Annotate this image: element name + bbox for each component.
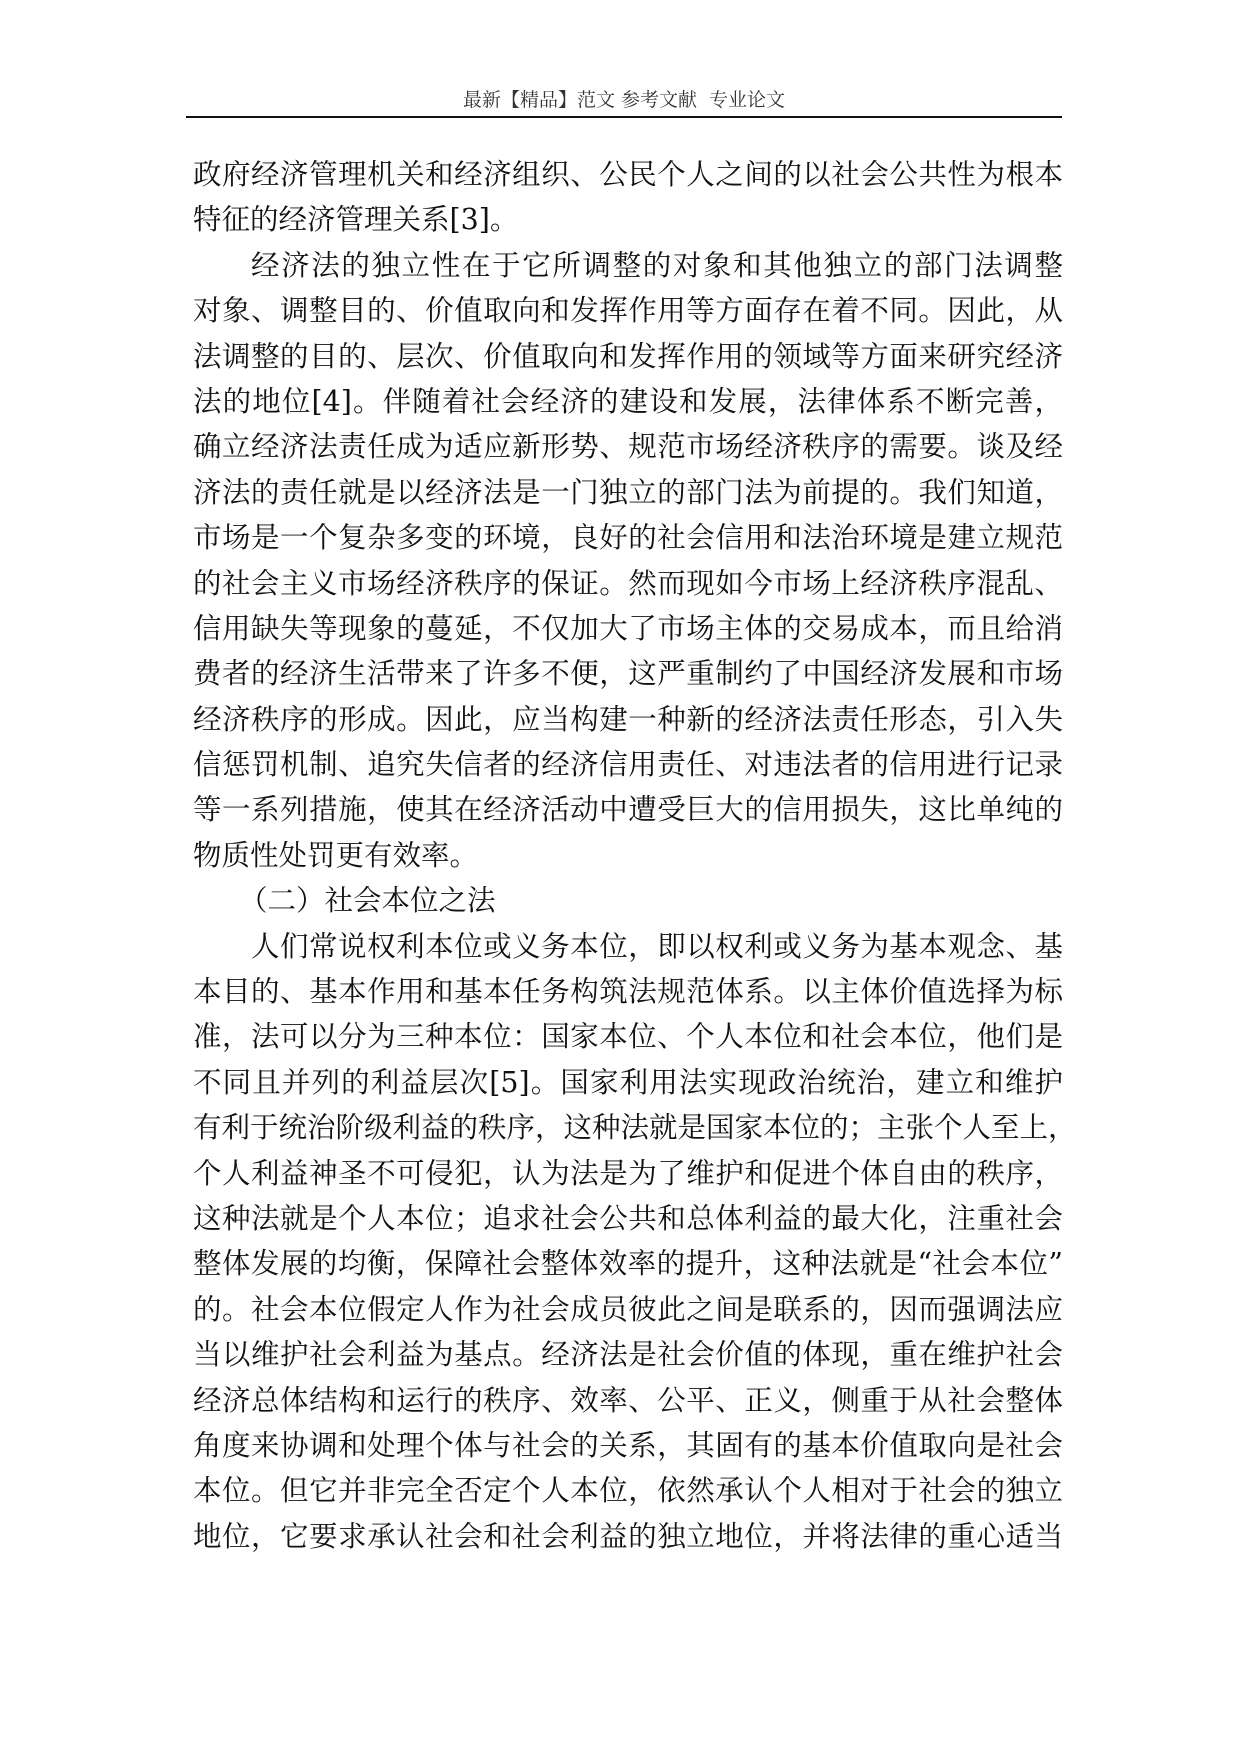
text-line: 经济总体结构和运行的秩序、效率、公平、正义，侧重于从社会整体 xyxy=(193,1383,1063,1417)
text-line: 地位，它要求承认社会和社会利益的独立地位，并将法律的重心适当 xyxy=(193,1519,1063,1553)
text-line: 这种法就是个人本位；追求社会公共和总体利益的最大化，注重社会 xyxy=(193,1201,1063,1235)
text-line: 对象、调整目的、价值取向和发挥作用等方面存在着不同。因此，从 xyxy=(193,294,1063,328)
text-line: 确立经济法责任成为适应新形势、规范市场经济秩序的需要。谈及经 xyxy=(193,430,1063,464)
text-line: 本位。但它并非完全否定个人本位，依然承认个人相对于社会的独立 xyxy=(193,1474,1063,1508)
text-line: 的。社会本位假定人作为社会成员彼此之间是联系的，因而强调法应 xyxy=(193,1292,1063,1326)
text-line: 费者的经济生活带来了许多不便，这严重制约了中国经济发展和市场 xyxy=(193,657,1063,691)
text-line: 政府经济管理机关和经济组织、公民个人之间的以社会公共性为根本 xyxy=(193,158,1063,191)
text-line: 不同且并列的利益层次[5]。国家利用法实现政治统治，建立和维护 xyxy=(193,1065,1063,1099)
text-line: 个人利益神圣不可侵犯，认为法是为了维护和促进个体自由的秩序， xyxy=(193,1156,1063,1190)
document-body xyxy=(193,152,1077,1559)
text-line: 法的地位[4]。伴随着社会经济的建设和发展，法律体系不断完善， xyxy=(193,384,1063,418)
text-line: 整体发展的均衡，保障社会整体效率的提升，这种法就是“社会本位” xyxy=(193,1247,1063,1281)
text-line: 物质性处罚更有效率。 xyxy=(193,838,479,872)
text-line: 有利于统治阶级利益的秩序，这种法就是国家本位的；主张个人至上， xyxy=(193,1111,1077,1145)
header-rule xyxy=(186,116,1062,118)
text-line: 本目的、基本作用和基本任务构筑法规范体系。以主体价值选择为标 xyxy=(193,975,1063,1009)
section-heading: （二）社会本位之法 xyxy=(239,884,496,918)
text-line: 信惩罚机制、追究失信者的经济信用责任、对违法者的信用进行记录 xyxy=(193,748,1063,782)
paragraph-start-line: 人们常说权利本位或义务本位，即以权利或义务为基本观念、基 xyxy=(251,929,1063,963)
text-line: 特征的经济管理关系[3]。 xyxy=(193,203,519,237)
text-line: 信用缺失等现象的蔓延，不仅加大了市场主体的交易成本，而且给消 xyxy=(193,611,1063,645)
text-line: 当以维护社会利益为基点。经济法是社会价值的体现，重在维护社会 xyxy=(193,1338,1063,1372)
text-line: 准，法可以分为三种本位：国家本位、个人本位和社会本位，他们是 xyxy=(193,1020,1063,1054)
paragraph-start-line: 经济法的独立性在于它所调整的对象和其他独立的部门法调整 xyxy=(251,248,1063,282)
text-line: 角度来协调和处理个体与社会的关系，其固有的基本价值取向是社会 xyxy=(193,1428,1063,1462)
text-line: 市场是一个复杂多变的环境，良好的社会信用和法治环境是建立规范 xyxy=(193,521,1063,555)
text-line: 济法的责任就是以经济法是一门独立的部门法为前提的。我们知道， xyxy=(193,475,1063,509)
page-header: 最新【精品】范文 参考文献 专业论文 xyxy=(462,89,786,111)
text-line: 经济秩序的形成。因此，应当构建一种新的经济法责任形态，引入失 xyxy=(193,702,1063,736)
text-line: 的社会主义市场经济秩序的保证。然而现如今市场上经济秩序混乱、 xyxy=(193,566,1063,600)
text-line: 法调整的目的、层次、价值取向和发挥作用的领域等方面来研究经济 xyxy=(193,339,1063,373)
text-line: 等一系列措施，使其在经济活动中遭受巨大的信用损失，这比单纯的 xyxy=(193,793,1063,827)
